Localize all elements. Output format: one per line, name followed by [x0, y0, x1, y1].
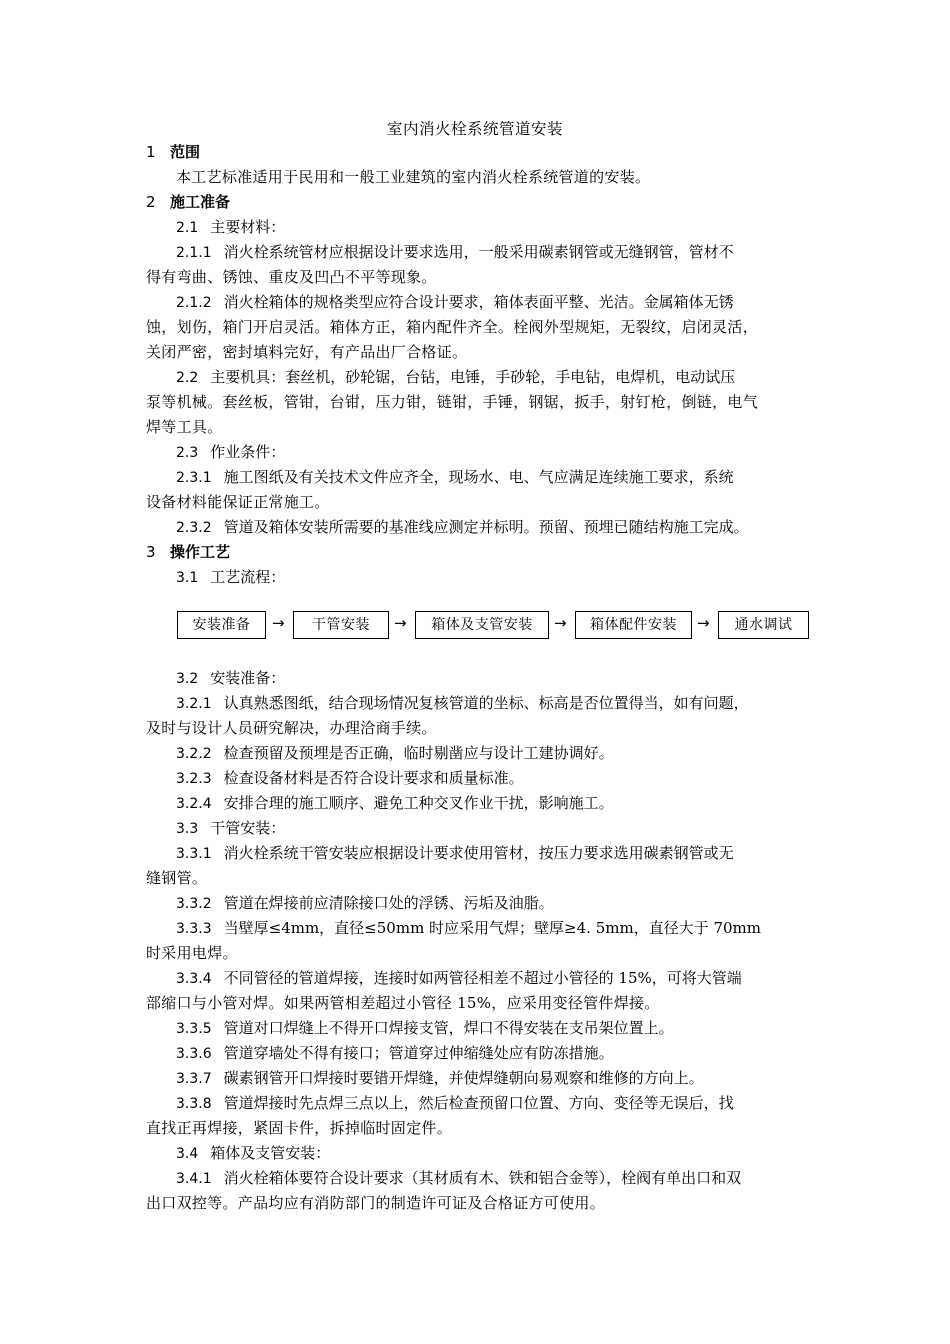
- subheading-2-3: [176, 442, 285, 463]
- clause-3-3-1-line1: [176, 843, 734, 864]
- clause-text: 认真熟悉图纸，结合现场情况复核管道的坐标、标高是否位置得当，如有问题，: [223, 694, 749, 712]
- subheading-3-3: [176, 818, 285, 839]
- clause-3-2-3: [176, 768, 524, 789]
- subheading-3-4: [176, 1143, 330, 1164]
- subheading-3-2: [176, 668, 285, 689]
- clause-2-1-1-line2: 得有弯曲、锈蚀、重皮及凹凸不平等现象。: [146, 268, 437, 286]
- clause-3-3-1-line2: 缝钢管。: [146, 869, 208, 887]
- clause-2-1-2-line3: 关闭严密，密封填料完好，有产品出厂合格证。: [146, 343, 468, 361]
- clause-text: 消火栓系统管材应根据设计要求选用，一般采用碳素钢管或无缝钢管，管材不: [223, 243, 734, 261]
- paragraph: 本工艺标准适用于民用和一般工业建筑的室内消火栓系统管道的安装。: [176, 168, 651, 186]
- section-1-heading: [146, 142, 200, 162]
- clause-text: 主要机具：套丝机，砂轮锯，台钻，电锤，手砂轮，手电钻，电焊机，电动试压: [210, 368, 736, 386]
- clause-text: 管道穿墙处不得有接口；管道穿过伸缩缝处应有防冻措施。: [223, 1044, 614, 1062]
- clause-number: 3.3: [176, 821, 199, 837]
- clause-3-3-8-line1: [176, 1093, 734, 1114]
- clause-number: 3.3.1: [176, 846, 212, 862]
- clause-text: 不同管径的管道焊接，连接时如两管径相差不超过小管径的 15%，可将大管端: [223, 969, 742, 987]
- flow-arrow-icon: →: [554, 614, 567, 632]
- clause-number: 3.2.4: [176, 796, 212, 812]
- clause-number: 3.3.4: [176, 971, 212, 987]
- subheading-3-1: [176, 567, 285, 588]
- clause-3-4-1-line2: 出口双控等。产品均应有消防部门的制造许可证及合格证方可使用。: [146, 1194, 606, 1212]
- clause-number: 2.3: [176, 445, 199, 461]
- flow-step-main-pipe: 干管安装: [293, 611, 389, 639]
- clause-number: 2.3.2: [176, 520, 212, 536]
- clause-number: 2.3.1: [176, 470, 212, 486]
- flow-arrow-icon: →: [394, 614, 407, 632]
- clause-text: 消火栓箱体要符合设计要求（其材质有木、铁和铝合金等），栓阀有单出口和双: [223, 1169, 742, 1187]
- clause-number: 3.2: [176, 671, 199, 687]
- clause-number: 2.2: [176, 370, 199, 386]
- clause-3-3-5: [176, 1018, 674, 1039]
- clause-text: 检查设备材料是否符合设计要求和质量标准。: [223, 769, 524, 787]
- flow-step-water-test: 通水调试: [718, 611, 809, 639]
- clause-text: 碳素钢管开口焊接时要错开焊缝，并使焊缝朝向易观察和维修的方向上。: [223, 1069, 704, 1087]
- clause-text: 管道焊接时先点焊三点以上，然后检查预留口位置、方向、变径等无误后，找: [223, 1094, 734, 1112]
- section-2-heading: [146, 192, 230, 212]
- clause-3-4-1-line1: [176, 1168, 741, 1189]
- clause-3-2-4: [176, 793, 614, 814]
- section-number: 2: [146, 193, 156, 211]
- clause-2-2-line2: 泵等机械。套丝板，管钳，台钳，压力钳，链钳，手锤，钢锯，扳手，射钉枪，倒链，电气: [146, 393, 759, 411]
- clause-3-2-2: [176, 743, 614, 764]
- clause-text: 箱体及支管安装：: [210, 1144, 331, 1162]
- clause-text: 消火栓系统干管安装应根据设计要求使用管材，按压力要求选用碳素钢管或无: [223, 844, 734, 862]
- subheading-2-1: [176, 217, 285, 238]
- clause-text: 管道在焊接前应清除接口处的浮锈、污垢及油脂。: [223, 894, 554, 912]
- clause-2-1-2-line1: [176, 292, 734, 313]
- clause-number: 3.3.3: [176, 921, 212, 937]
- clause-number: 3.3.5: [176, 1021, 212, 1037]
- document-title: 室内消火栓系统管道安装: [386, 120, 563, 138]
- clause-3-2-1-line2: 及时与设计人员研究解决，办理洽商手续。: [146, 719, 437, 737]
- clause-3-3-3-line2: 时采用电焊。: [146, 944, 238, 962]
- clause-text: 安装准备：: [210, 669, 286, 687]
- clause-text: 工艺流程：: [210, 568, 286, 586]
- clause-3-3-7: [176, 1068, 704, 1089]
- clause-number: 3.4.1: [176, 1171, 212, 1187]
- section-label: 施工准备: [170, 193, 231, 211]
- flow-step-box-branch: 箱体及支管安装: [415, 611, 549, 639]
- clause-number: 3.1: [176, 570, 199, 586]
- section-3-heading: [146, 542, 230, 562]
- clause-number: 3.2.3: [176, 771, 212, 787]
- clause-3-3-4-line2: 部缩口与小管对焊。如果两管相差超过小管径 15%，应采用变径管件焊接。: [146, 994, 660, 1012]
- clause-number: 2.1.2: [176, 295, 212, 311]
- flow-step-fittings: 箱体配件安装: [575, 611, 692, 639]
- clause-number: 3.2.2: [176, 746, 212, 762]
- clause-text: 管道及箱体安装所需要的基准线应测定并标明。预留、预埋已随结构施工完成。: [223, 518, 749, 536]
- clause-2-3-1-line1: [176, 467, 734, 488]
- clause-text: 施工图纸及有关技术文件应齐全，现场水、电、气应满足连续施工要求，系统: [223, 468, 734, 486]
- clause-text: 消火栓箱体的规格类型应符合设计要求，箱体表面平整、光洁。金属箱体无锈: [223, 293, 734, 311]
- clause-3-3-6: [176, 1043, 614, 1064]
- clause-number: 2.1.1: [176, 245, 212, 261]
- clause-3-3-8-line2: 直找正再焊接，紧固卡件，拆掉临时固定件。: [146, 1119, 453, 1137]
- section-label: 操作工艺: [170, 543, 231, 561]
- clause-3-3-3-line1: [176, 918, 761, 939]
- clause-2-3-2-line1: [176, 517, 749, 538]
- flow-arrow-icon: →: [272, 614, 285, 632]
- flow-step-prepare: 安装准备: [177, 611, 266, 639]
- clause-2-3-1-line2: 设备材料能保证正常施工。: [146, 493, 330, 511]
- clause-text: 检查预留及预埋是否正确，临时剔凿应与设计工建协调好。: [223, 744, 614, 762]
- clause-2-2-line1: [176, 367, 735, 388]
- clause-text: 安排合理的施工顺序、避免工种交叉作业干扰，影响施工。: [223, 794, 614, 812]
- clause-number: 3.3.7: [176, 1071, 212, 1087]
- clause-number: 3.2.1: [176, 696, 212, 712]
- clause-2-2-line3: 焊等工具。: [146, 418, 223, 436]
- process-flow: [177, 611, 809, 641]
- section-number: 1: [146, 143, 156, 161]
- clause-number: 2.1: [176, 220, 199, 236]
- flow-arrow-icon: →: [697, 614, 710, 632]
- clause-text: 当壁厚≤4mm，直径≤50mm 时应采用气焊；壁厚≥4. 5mm，直径大于 70mm: [223, 919, 761, 937]
- clause-3-2-1-line1: [176, 693, 749, 714]
- clause-text: 管道对口焊缝上不得开口焊接支管，焊口不得安装在支吊架位置上。: [223, 1019, 674, 1037]
- clause-text: 干管安装：: [210, 819, 286, 837]
- section-label: 范围: [170, 143, 201, 161]
- clause-number: 3.3.6: [176, 1046, 212, 1062]
- clause-2-1-2-line2: 蚀，划伤，箱门开启灵活。箱体方正，箱内配件齐全。栓阀外型规矩，无裂纹，启闭灵活，: [146, 318, 759, 336]
- clause-number: 3.3.8: [176, 1096, 212, 1112]
- clause-text: 主要材料：: [210, 218, 286, 236]
- clause-3-3-4-line1: [176, 968, 742, 989]
- section-number: 3: [146, 543, 156, 561]
- clause-text: 作业条件：: [210, 443, 286, 461]
- clause-number: 3.4: [176, 1146, 199, 1162]
- clause-3-3-2: [176, 893, 554, 914]
- clause-number: 3.3.2: [176, 896, 212, 912]
- clause-2-1-1-line1: [176, 242, 734, 263]
